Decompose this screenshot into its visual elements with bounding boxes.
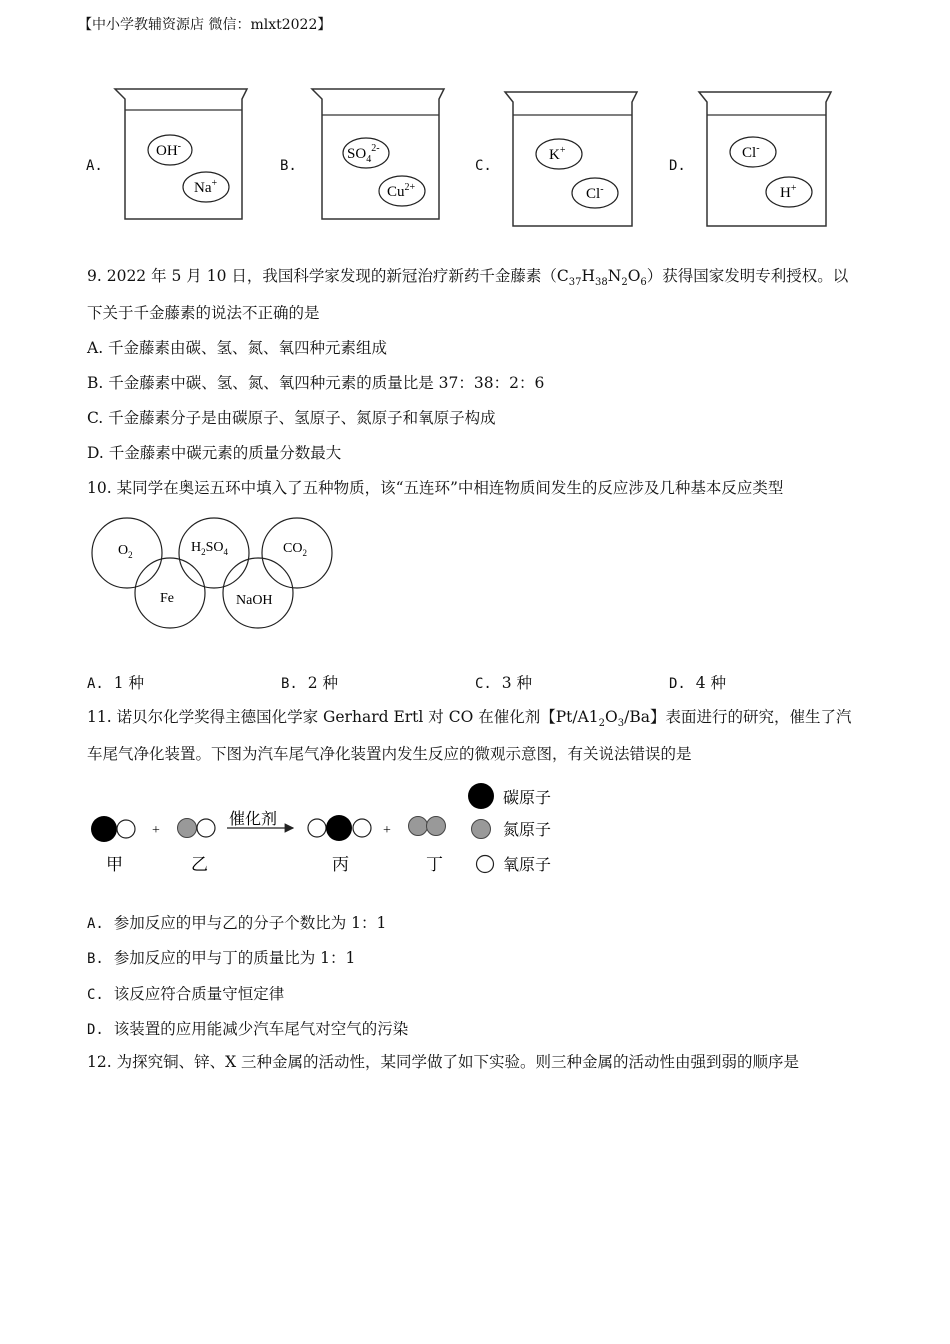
plus-sign-1: + [152, 823, 160, 838]
q11-option-c: C. 该反应符合质量守恒定律 [87, 985, 285, 1003]
nitrogen-atom [427, 817, 446, 836]
beaker-d [696, 84, 836, 232]
beaker-a [110, 84, 250, 229]
ion-cu: $Cu^{2+}$ [387, 182, 416, 200]
olympic-rings-diagram [85, 512, 345, 637]
legend-nitrogen: 氮原子 [503, 822, 552, 839]
q9-option-a: A. 千金藤素由碳、氢、氮、氧四种元素组成 [87, 339, 388, 357]
reaction-diagram [85, 778, 565, 878]
q10-option-d: D. 4 种 [669, 674, 727, 692]
q11-option-b: B. 参加反应的甲与丁的质量比为 1：1 [87, 949, 356, 967]
ion-so4: $SO_4^{2-}$ [347, 143, 380, 165]
q9-option-b: B. 千金藤素中碳、氢、氮、氧四种元素的质量比是 37：38：2：6 [87, 374, 545, 392]
oxygen-atom [308, 819, 326, 837]
label-h2so4: $H_2SO_4$ [191, 540, 229, 557]
q11-option-d: D. 该装置的应用能减少汽车尾气对空气的污染 [87, 1020, 409, 1038]
q9-stem-line1: 9. 2022 年 5 月 10 日，我国科学家发现的新冠治疗新药千金藤素$(C_{37}H_{38}N_2O_6)$获得国家发明专利授权。以 [87, 267, 849, 289]
q11-stem-line1: 11. 诺贝尔化学奖得主德国化学家 Gerhard Ertl 对 CO 在催化剂【$Pt/A1_2O_3/Ba$】表面进行的研究，催生了汽 [87, 708, 852, 730]
beaker-b [308, 84, 448, 229]
oxygen-atom [197, 819, 215, 837]
legend-carbon: 碳原子 [503, 790, 552, 807]
label-fe: Fe [160, 591, 174, 606]
q11-option-a: A. 参加反应的甲与乙的分子个数比为 1：1 [87, 914, 387, 932]
carbon-atom [326, 815, 352, 841]
q9-stem-line2: 下关于千金藤素的说法不正确的是 [87, 304, 320, 322]
name-ding: 丁 [426, 855, 443, 874]
q10-option-b: B. 2 种 [281, 674, 339, 692]
q10-option-a: A. 1 种 [87, 674, 145, 692]
name-jia: 甲 [106, 855, 123, 874]
name-bing: 丙 [332, 855, 349, 874]
q10-option-c: C. 3 种 [475, 674, 533, 692]
q12-stem: 12. 为探究铜、锌、X 三种金属的活动性，某同学做了如下实验。则三种金属的活动性由强到弱的顺序是 [87, 1053, 800, 1071]
legend-nitrogen-icon [472, 820, 491, 839]
legend-oxygen-icon [477, 856, 494, 873]
label-co2: $CO_2$ [283, 541, 307, 558]
ion-k: K+ [549, 145, 566, 163]
oxygen-atom [117, 820, 135, 838]
q9-option-c: C. 千金藤素分子是由碳原子、氢原子、氮原子和氧原子构成 [87, 409, 496, 427]
option-a-label: A. [86, 158, 103, 174]
oxygen-atom [353, 819, 371, 837]
q10-stem: 10. 某同学在奥运五环中填入了五种物质，该“五连环”中相连物质间发生的反应涉及几种基本反应类型 [87, 479, 784, 497]
header-text: 【中小学教辅资源店 微信：mlxt2022】 [78, 17, 332, 33]
nitrogen-atom [409, 817, 428, 836]
label-o2: $O_2$ [118, 543, 133, 560]
ion-oh: OH- [156, 141, 182, 159]
label-naoh: NaOH [236, 593, 273, 608]
ion-na: Na+ [194, 178, 218, 196]
beaker-options [80, 84, 860, 234]
nitrogen-atom [178, 819, 197, 838]
q11-stem-line2: 车尾气净化装置。下图为汽车尾气净化装置内发生反应的微观示意图，有关说法错误的是 [87, 745, 692, 763]
carbon-atom [91, 816, 117, 842]
q9-option-d: D. 千金藤素中碳元素的质量分数最大 [87, 444, 342, 462]
catalyst-label: 催化剂 [229, 811, 278, 828]
option-c-label: C. [475, 158, 492, 174]
legend-oxygen: 氧原子 [503, 857, 552, 874]
name-yi: 乙 [191, 855, 208, 874]
plus-sign-2: + [383, 823, 391, 838]
option-d-label: D. [669, 158, 686, 174]
beaker-c [502, 84, 642, 232]
ion-cl-d: Cl- [742, 143, 760, 161]
ion-cl: Cl- [586, 184, 604, 202]
ion-h: H+ [780, 183, 797, 201]
legend-carbon-icon [468, 783, 494, 809]
option-b-label: B. [280, 158, 297, 174]
